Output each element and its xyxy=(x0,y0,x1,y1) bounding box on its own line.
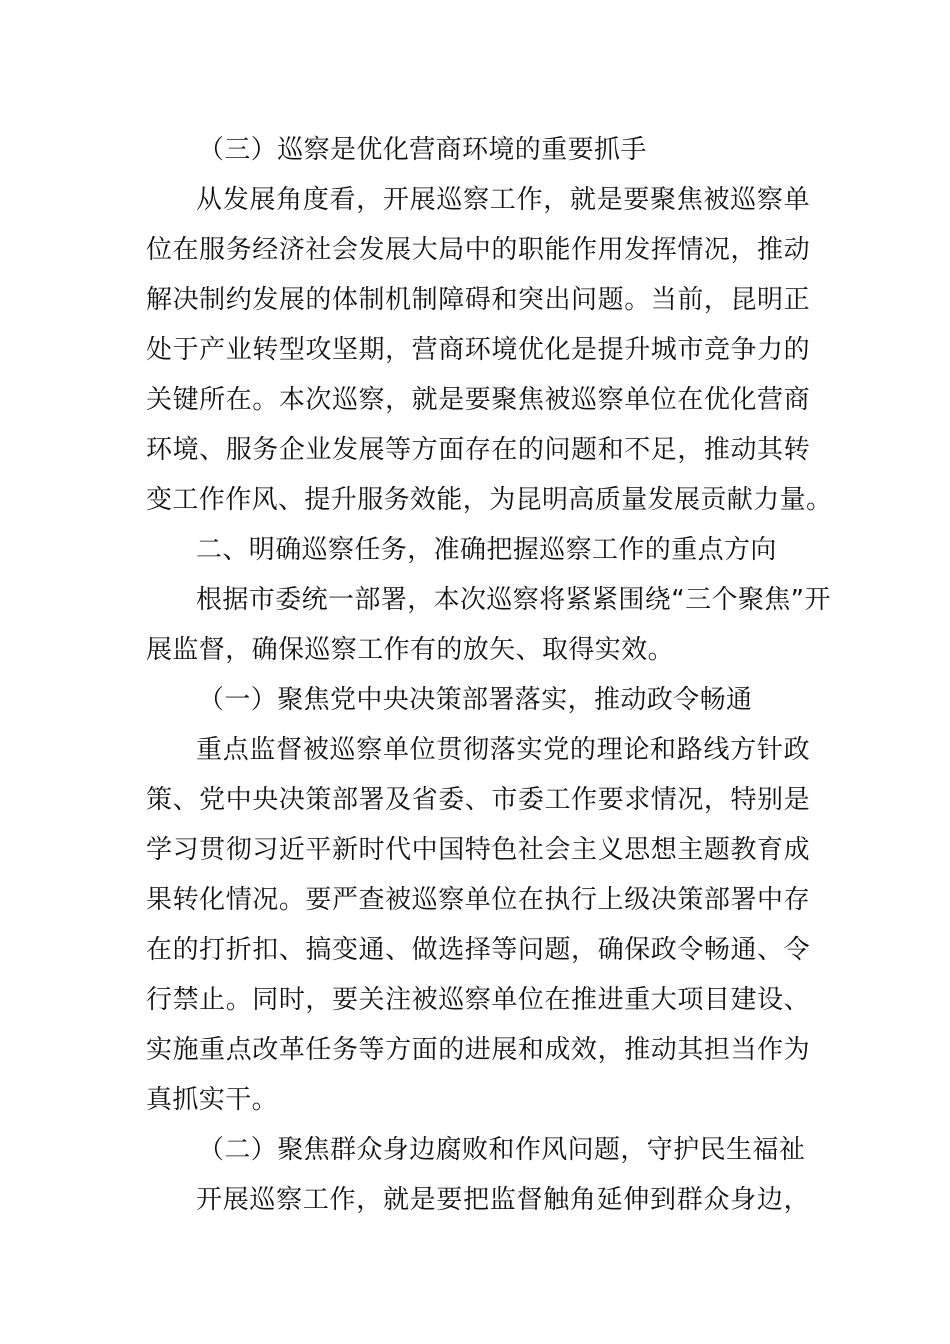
paragraph-line: 真抓实干。 xyxy=(146,1085,279,1115)
paragraph-line: 位在服务经济社会发展大局中的职能作用发挥情况，推动 xyxy=(146,235,810,265)
paragraph-line: 行禁止。同时，要关注被巡察单位在推进重大项目建设、 xyxy=(146,985,810,1015)
paragraph-line: 根据市委统一部署，本次巡察将紧紧围绕“三个聚焦”开 xyxy=(196,585,831,615)
paragraph-line: 处于产业转型攻坚期，营商环境优化是提升城市竞争力的 xyxy=(146,335,810,365)
paragraph-line: 关键所在。本次巡察，就是要聚焦被巡察单位在优化营商 xyxy=(146,385,810,415)
paragraph-line: 展监督，确保巡察工作有的放矢、取得实效。 xyxy=(146,635,675,665)
paragraph-line: 解决制约发展的体制机制障碍和突出问题。当前，昆明正 xyxy=(146,285,810,315)
paragraph-line: 变工作作风、提升服务效能，为昆明高质量发展贡献力量。 xyxy=(146,485,833,515)
paragraph-line: 在的打折扣、搞变通、做选择等问题，确保政令畅通、令 xyxy=(146,935,810,965)
paragraph-line: 从发展角度看，开展巡察工作，就是要聚焦被巡察单 xyxy=(196,185,810,215)
paragraph-line: 学习贯彻习近平新时代中国特色社会主义思想主题教育成 xyxy=(146,835,810,865)
paragraph-line: 重点监督被巡察单位贯彻落实党的理论和路线方针政 xyxy=(196,735,810,765)
paragraph-line: 策、党中央决策部署及省委、市委工作要求情况，特别是 xyxy=(146,785,810,815)
paragraph-line: 果转化情况。要严查被巡察单位在执行上级决策部署中存 xyxy=(146,885,810,915)
chapter-heading-2: 二、明确巡察任务，准确把握巡察工作的重点方向 xyxy=(196,535,777,565)
paragraph-line: 环境、服务企业发展等方面存在的问题和不足，推动其转 xyxy=(146,435,810,465)
section-heading-1: （一）聚焦党中央决策部署落实，推动政令畅通 xyxy=(198,685,753,715)
section-heading-3: （三）巡察是优化营商环境的重要抓手 xyxy=(198,135,647,165)
paragraph-line: 实施重点改革任务等方面的进展和成效，推动其担当作为 xyxy=(146,1035,810,1065)
paragraph-line: 开展巡察工作，就是要把监督触角延伸到群众身边， xyxy=(196,1185,810,1215)
section-heading-2: （二）聚焦群众身边腐败和作风问题，守护民生福祉 xyxy=(198,1135,806,1165)
